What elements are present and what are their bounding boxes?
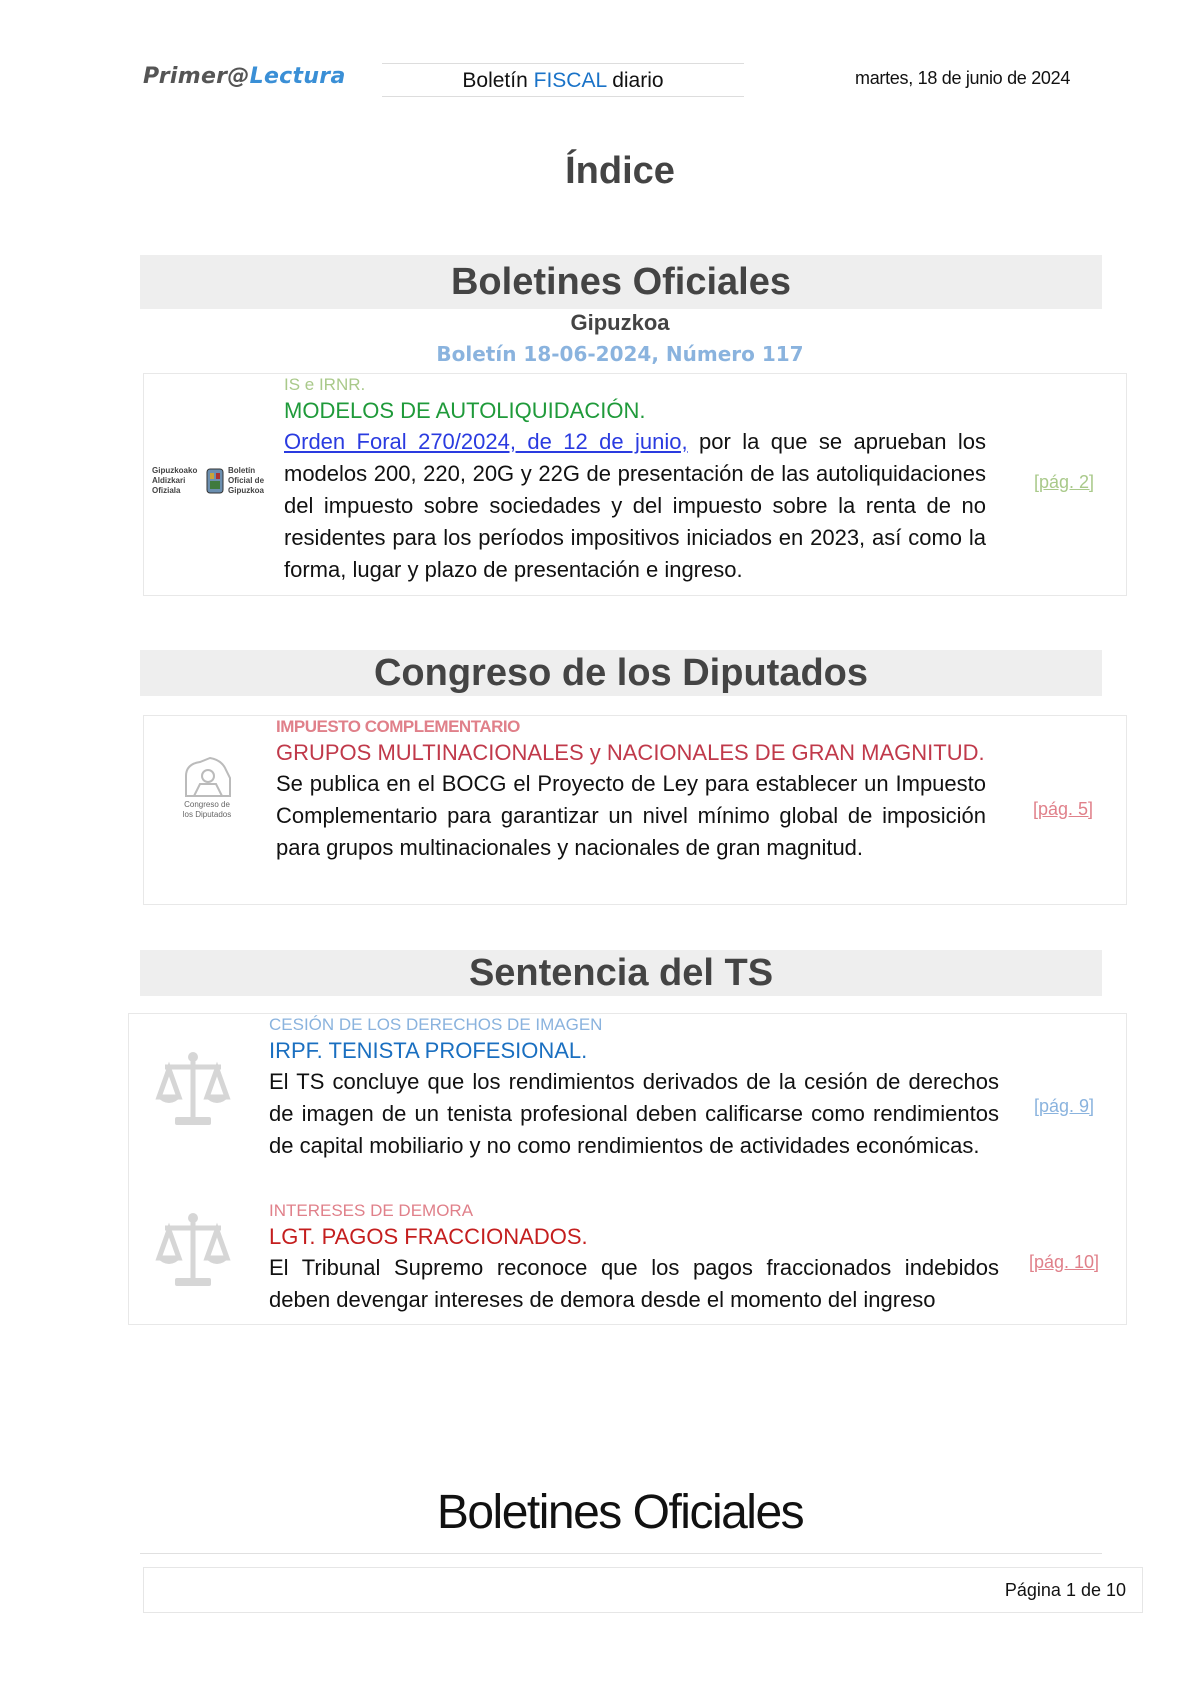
entry-title: LGT. PAGOS FRACCIONADOS.	[269, 1224, 588, 1249]
section-heading-boletines: Boletines Oficiales	[140, 255, 1102, 309]
index-title: Índice	[565, 150, 675, 192]
gipuzkoa-bulletin-logo: Gipuzkoako Aldizkari Ofiziala Boletín Oficial de Gipuzkoa	[152, 466, 262, 506]
orden-foral-link[interactable]: Orden Foral 270/2024, de 12 de junio,	[284, 429, 688, 454]
footer-section-title: Boletines Oficiales	[436, 1486, 804, 1539]
bulletin-name: Boletín FISCAL diario	[382, 63, 744, 97]
entry-congreso	[276, 716, 986, 864]
page-link-5[interactable]: [pág. 5]	[1033, 799, 1094, 819]
page-number: Página 1 de 10	[1004, 1580, 1126, 1600]
page-link-10[interactable]: [pág. 10]	[1029, 1252, 1100, 1272]
entry-ts-1	[269, 1014, 999, 1162]
page-link-2[interactable]: [pág. 2]	[1034, 472, 1095, 492]
section-heading-congreso: Congreso de los Diputados	[140, 650, 1102, 696]
congreso-lion-icon	[180, 756, 236, 800]
entry-body: El Tribunal Supremo reconoce que los pagos fraccionados indebidos deben devengar intereses de demora desde el momento del ingreso	[269, 1255, 999, 1312]
coat-of-arms-icon	[206, 468, 224, 498]
entry-card-congreso	[143, 715, 1127, 905]
entry-title: GRUPOS MULTINACIONALES y NACIONALES DE GRAN MAGNITUD.	[276, 740, 985, 765]
entry-category: IMPUESTO COMPLEMENTARIO	[276, 717, 520, 736]
region-label: Gipuzkoa	[570, 310, 670, 335]
entry-category: CESIÓN DE LOS DERECHOS DE IMAGEN	[269, 1015, 603, 1034]
header-date: martes, 18 de junio de 2024	[855, 68, 1071, 88]
primera-lectura-logo: Primer@Lectura	[143, 64, 346, 89]
entry-title: MODELOS DE AUTOLIQUIDACIÓN.	[284, 398, 646, 423]
entry-category: INTERESES DE DEMORA	[269, 1201, 474, 1220]
entry-card-ts	[128, 1013, 1127, 1325]
entry-category: IS e IRNR.	[284, 375, 366, 394]
page-footer	[143, 1567, 1143, 1613]
congreso-logo: Congreso de los Diputados	[172, 756, 242, 836]
bulletin-number: Boletín 18-06-2024, Número 117	[436, 342, 804, 366]
entry-card-boletines	[143, 373, 1127, 596]
section-heading-ts: Sentencia del TS	[140, 950, 1102, 996]
entry-body: Orden Foral 270/2024, de 12 de junio, por la que se aprueban los modelos 200, 220, 20G y 22G de presentación de las autoliquidaciones del impuesto sobre sociedades y del impuesto sobre la renta de no residentes para los períodos impositivos iniciados en 2023, así como la forma, lugar y plazo de presentación e ingreso.	[284, 429, 986, 582]
entry-boletines	[284, 374, 986, 586]
scales-of-justice-icon	[155, 1210, 231, 1290]
entry-ts-2	[269, 1200, 999, 1316]
entry-body: El TS concluye que los rendimientos derivados de la cesión de derechos de imagen de un tenista profesional deben calificarse como rendimientos de capital mobiliario y no como rendimientos de actividades económicas.	[269, 1069, 999, 1158]
entry-title: IRPF. TENISTA PROFESIONAL.	[269, 1038, 588, 1063]
scales-of-justice-icon	[155, 1049, 231, 1129]
page-link-9[interactable]: [pág. 9]	[1034, 1096, 1095, 1116]
footer-divider	[140, 1553, 1102, 1554]
entry-body: Se publica en el BOCG el Proyecto de Ley para establecer un Impuesto Complementario para garantizar un nivel mínimo global de imposición para grupos multinacionales y nacionales de gran magnitud.	[276, 771, 986, 860]
